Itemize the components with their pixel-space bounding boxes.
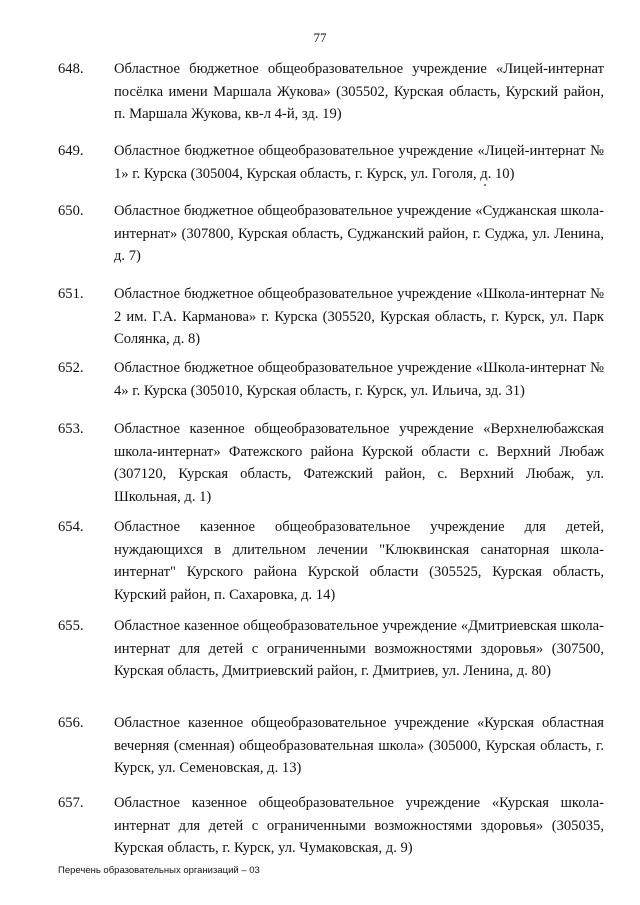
entry-text: Областное казенное общеобразовательное учреждение «Курская школа-интернат для детей с ограниченными возможностями здоровья» (305035, Курская область, г. Курск, ул. Чумаковская, д. 9) (114, 795, 604, 856)
entry-text: Областное бюджетное общеобразовательное учреждение «Лицей-интернат посёлка имени Маршала Жукова» (305502, Курская область, Курский район, п. Маршала Жукова, кв-л 4-й, зд. 19) (114, 61, 604, 122)
page-footer: Перечень образовательных организаций – 03 (58, 865, 260, 876)
entry-text: Областное бюджетное общеобразовательное учреждение «Суджанская школа-интернат» (307800, Курская область, Суджанский район, г. Суджа, ул. Ленина, д. 7) (114, 203, 604, 264)
list-item (58, 283, 604, 351)
entry-number: 657. (58, 795, 84, 811)
entry-number: 651. (58, 286, 84, 302)
list-item (58, 357, 604, 402)
list-item (58, 140, 604, 185)
entry-text: Областное казенное общеобразовательное учреждение «Верхнелюбажская школа-интернат» Фатежского района Курской области с. Верхний Любаж (307120, Курская область, Фатежский район, с. Верхний Любаж, ул. Школьная, д. 1) (114, 421, 604, 505)
list-item (58, 516, 604, 606)
entry-text: Областное бюджетное общеобразовательное учреждение «Лицей-интернат № 1» г. Курска (305004, Курская область, г. Курск, ул. Гоголя, д. 10) (114, 143, 604, 182)
entry-text: Областное казенное общеобразовательное учреждение для детей, нуждающихся в длительном лечении "Клюквинская санаторная школа-интернат" Курского района Курской области (305525, Курская область, Курский район, п. Сахаровка, д. 14) (114, 519, 604, 603)
list-item (58, 615, 604, 683)
entry-text: Областное бюджетное общеобразовательное учреждение «Школа-интернат № 2 им. Г.А. Карманова» г. Курска (305520, Курская область, г. Курск, ул. Парк Солянка, д. 8) (114, 286, 604, 347)
entry-number: 648. (58, 61, 84, 77)
list-item (58, 418, 604, 508)
list-item (58, 58, 604, 126)
list-item (58, 792, 604, 860)
list-item (58, 712, 604, 780)
entry-number: 654. (58, 519, 84, 535)
scan-speck (484, 184, 486, 186)
entry-number: 649. (58, 143, 84, 159)
entry-text: Областное казенное общеобразовательное учреждение «Дмитриевская школа-интернат для детей с ограниченными возможностями здоровья» (307500, Курская область, Дмитриевский район, г. Дмитриев, ул. Ленина, д. 80) (114, 618, 604, 679)
page-number: 77 (313, 30, 327, 45)
entry-text: Областное казенное общеобразовательное учреждение «Курская областная вечерняя (сменная) общеобразовательная школа» (305000, Курская область, г. Курск, ул. Семеновская, д. 13) (114, 715, 604, 776)
entry-number: 652. (58, 360, 84, 376)
list-item (58, 200, 604, 268)
entry-number: 650. (58, 203, 84, 219)
entry-number: 656. (58, 715, 84, 731)
entry-number: 655. (58, 618, 84, 634)
entry-number: 653. (58, 421, 84, 437)
entry-text: Областное бюджетное общеобразовательное учреждение «Школа-интернат № 4» г. Курска (305010, Курская область, г. Курск, ул. Ильича, зд. 31) (114, 360, 604, 399)
